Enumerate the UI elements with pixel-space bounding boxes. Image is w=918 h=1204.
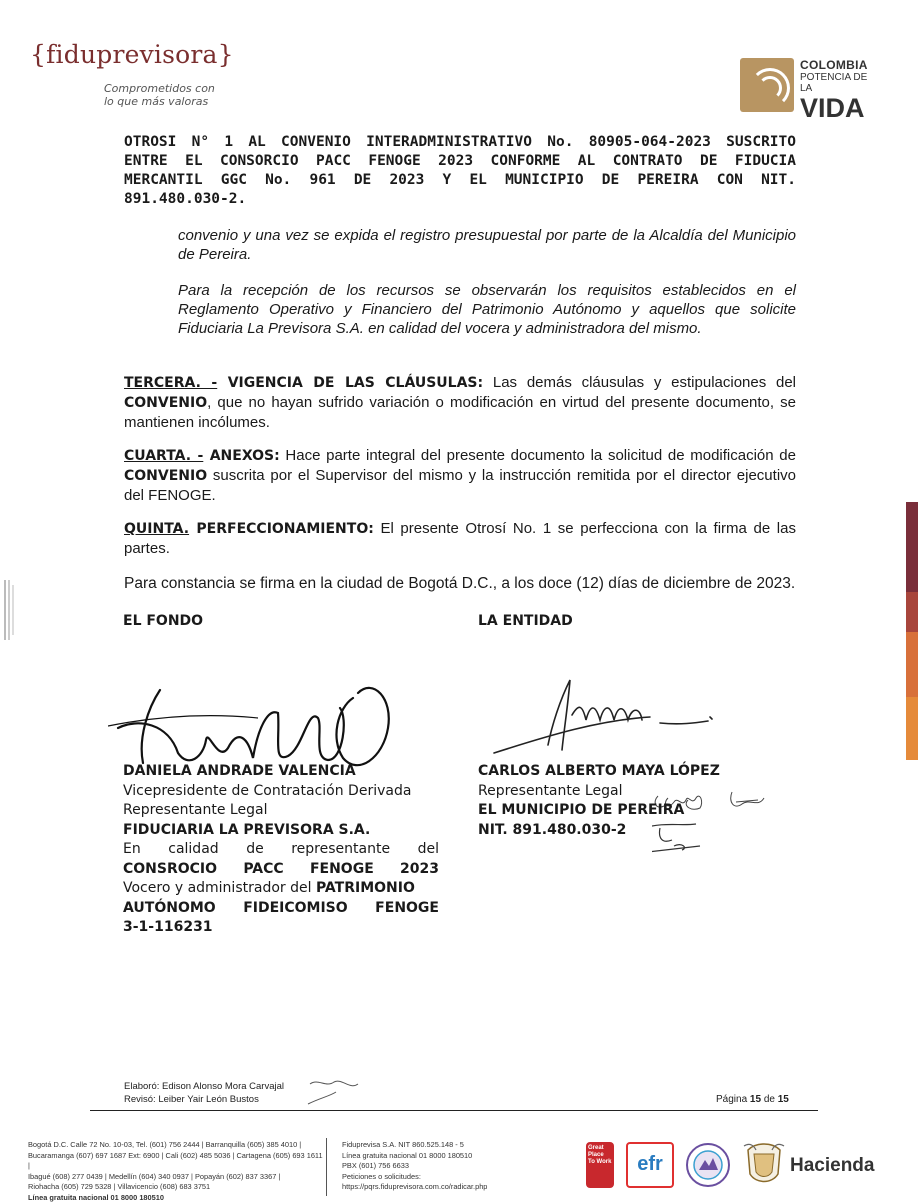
left-signer-role-1: Vicepresidente de Contratación Derivada xyxy=(123,782,439,802)
cuarta-text-2: suscrita por el Supervisor del mismo y la instrucción remitida por el director ejecutivo del FENOGE. xyxy=(124,467,796,504)
colombia-wave-icon xyxy=(740,58,794,112)
footer-office-line-1: Bogotá D.C. Calle 72 No. 10-03, Tel. (601) 756 2444 | Barranquilla (605) 385 4010 | xyxy=(28,1140,323,1151)
tagline-line-2: lo que más valoras xyxy=(104,95,234,108)
elaboro-reviso xyxy=(124,1080,284,1106)
tercera-text-1: Las demás cláusulas y estipulaciones del xyxy=(483,374,796,391)
footer-office-line-3: Ibagué (608) 277 0439 | Medellín (604) 340 0937 | Popayán (602) 837 3367 | xyxy=(28,1172,323,1183)
left-signer-line-9: 3-1-116231 xyxy=(123,918,439,938)
reviewer-initials xyxy=(306,1076,366,1108)
right-signature xyxy=(490,675,720,760)
fiduprevisora-logo: {fiduprevisora} xyxy=(30,40,234,69)
document-title: OTROSI N° 1 AL CONVENIO INTERADMINISTRATIVO No. 80905-064-2023 SUSCRITO ENTRE EL CONSORCIO PACC FENOGE 2023 CONFORME AL CONTRATO DE FIDUCIA MERCANTIL GGC No. 961 DE 2023 Y EL MUNICIPIO DE PEREIRA CON NIT. 891.480.030-2. xyxy=(124,133,796,209)
italic-paragraph-2: Para la recepción de los recursos se observarán los requisitos establecidos en el Reglamento Operativo y Financiero del Patrimonio Autónomo y aquellos que solicite Fiduciaria La Previsora S.A. en calidad del vocera y administradora del mismo. xyxy=(178,281,796,338)
footer-contact-line-1: Fiduprevisa S.A. NIT 860.525.148 - 5 xyxy=(342,1140,572,1151)
page-total: 15 xyxy=(778,1094,789,1105)
elaboro-line: Elaboró: Edison Alonso Mora Carvajal xyxy=(124,1080,284,1093)
cuarta-bold: CONVENIO xyxy=(124,468,207,484)
certification-seal-icon xyxy=(685,1142,731,1188)
footer-office-line-2: Bucaramanga (607) 697 1687 Ext: 6900 | Cali (602) 485 5036 | Cartagena (605) 693 1611 | xyxy=(28,1151,323,1172)
colombia-potencia-logo xyxy=(740,58,880,112)
gov-line-2: POTENCIA DE LA xyxy=(800,72,880,94)
footer-office-line-4: Riohacha (605) 729 5328 | Villavicencio (608) 683 3751 xyxy=(28,1182,323,1193)
clause-tercera xyxy=(124,373,796,432)
footer-vertical-divider xyxy=(326,1138,327,1196)
right-signer-role: Representante Legal xyxy=(478,782,778,802)
cuarta-label: CUARTA. - xyxy=(124,448,203,464)
left-signer-line-7b: PATRIMONIO xyxy=(316,880,415,896)
footer-contact-line-3: PBX (601) 756 6633 xyxy=(342,1161,572,1172)
sidebar-strip-2 xyxy=(906,592,918,632)
left-signature-block xyxy=(123,762,439,938)
tagline xyxy=(104,82,234,108)
page-number xyxy=(716,1094,789,1105)
sidebar-strip-4 xyxy=(906,697,918,760)
left-signer-line-7a: Vocero y administrador del xyxy=(123,880,316,896)
efr-badge: efr xyxy=(626,1142,674,1188)
left-signer-company: FIDUCIARIA LA PREVISORA S.A. xyxy=(123,821,439,841)
colombia-logo-text xyxy=(800,58,880,122)
tercera-heading: VIGENCIA DE LAS CLÁUSULAS: xyxy=(217,375,483,391)
page-of: de xyxy=(764,1094,775,1105)
footer-contact xyxy=(342,1140,572,1193)
hacienda-logo-text: Hacienda xyxy=(790,1155,874,1177)
reviso-line: Revisó: Leiber Yair León Bustos xyxy=(124,1093,284,1106)
vigilado-stamp xyxy=(2,580,22,690)
tercera-bold: CONVENIO xyxy=(124,395,207,411)
clause-cuarta xyxy=(124,446,796,505)
footer-contact-line-2: Línea gratuita nacional 01 8000 180510 xyxy=(342,1151,572,1162)
sidebar-strip-3 xyxy=(906,632,918,697)
left-signer-role-2: Representante Legal xyxy=(123,801,439,821)
left-signer-line-7 xyxy=(123,879,439,899)
page-current: 15 xyxy=(750,1094,761,1105)
coat-of-arms-icon xyxy=(742,1140,786,1190)
footer-contact-line-4: Peticiones o solicitudes: xyxy=(342,1172,572,1183)
la-entidad-header: LA ENTIDAD xyxy=(478,613,573,629)
footer-contact-link[interactable]: https://pqrs.fiduprevisora.com.co/radicar.php xyxy=(342,1182,572,1193)
page-label: Página xyxy=(716,1094,747,1105)
great-place-to-work-badge: Great Place To Work xyxy=(586,1142,614,1188)
gov-line-3: VIDA xyxy=(800,94,880,122)
right-signer-name: CARLOS ALBERTO MAYA LÓPEZ xyxy=(478,762,778,782)
gov-line-1: COLOMBIA xyxy=(800,58,880,72)
cuarta-text-1: Hace parte integral del presente documento la solicitud de modificación de xyxy=(280,447,796,464)
cuarta-heading: ANEXOS: xyxy=(203,448,279,464)
right-signature-block xyxy=(478,762,778,840)
footer-divider xyxy=(90,1110,818,1111)
clause-quinta xyxy=(124,519,796,558)
footer-offices xyxy=(28,1140,323,1204)
right-signer-nit: NIT. 891.480.030-2 xyxy=(478,821,778,841)
constancia-line: Para constancia se firma en la ciudad de Bogotá D.C., a los doce (12) días de diciembre de 2023. xyxy=(124,575,864,593)
quinta-text: El presente Otrosí No. 1 se perfecciona con la firma de las partes. xyxy=(124,520,796,557)
tagline-line-1: Comprometidos con xyxy=(104,82,234,95)
quinta-heading: PERFECCIONAMIENTO: xyxy=(189,521,374,537)
tercera-text-2: , que no hayan sufrido variación o modificación en virtud del presente documento, se mantienen incólumes. xyxy=(124,394,796,431)
left-signer-line-6: CONSROCIO PACC FENOGE 2023 xyxy=(123,860,439,880)
quinta-label: QUINTA. xyxy=(124,521,189,537)
sidebar-strip-1 xyxy=(906,502,918,592)
right-signer-entity: EL MUNICIPIO DE PEREIRA xyxy=(478,801,778,821)
left-signer-line-5: En calidad de representante del xyxy=(123,840,439,860)
footer-office-line-5: Línea gratuita nacional 01 8000 180510 xyxy=(28,1193,323,1204)
vigilado-seal-icon xyxy=(2,580,22,690)
left-signer-name: DANIELA ANDRADE VALENCIA xyxy=(123,762,439,782)
el-fondo-header: EL FONDO xyxy=(123,613,203,629)
italic-paragraph-1: convenio y una vez se expida el registro presupuestal por parte de la Alcaldía del Municipio de Pereira. xyxy=(178,226,796,264)
tercera-label: TERCERA. - xyxy=(124,375,217,391)
left-signer-line-8: AUTÓNOMO FIDEICOMISO FENOGE xyxy=(123,899,439,919)
